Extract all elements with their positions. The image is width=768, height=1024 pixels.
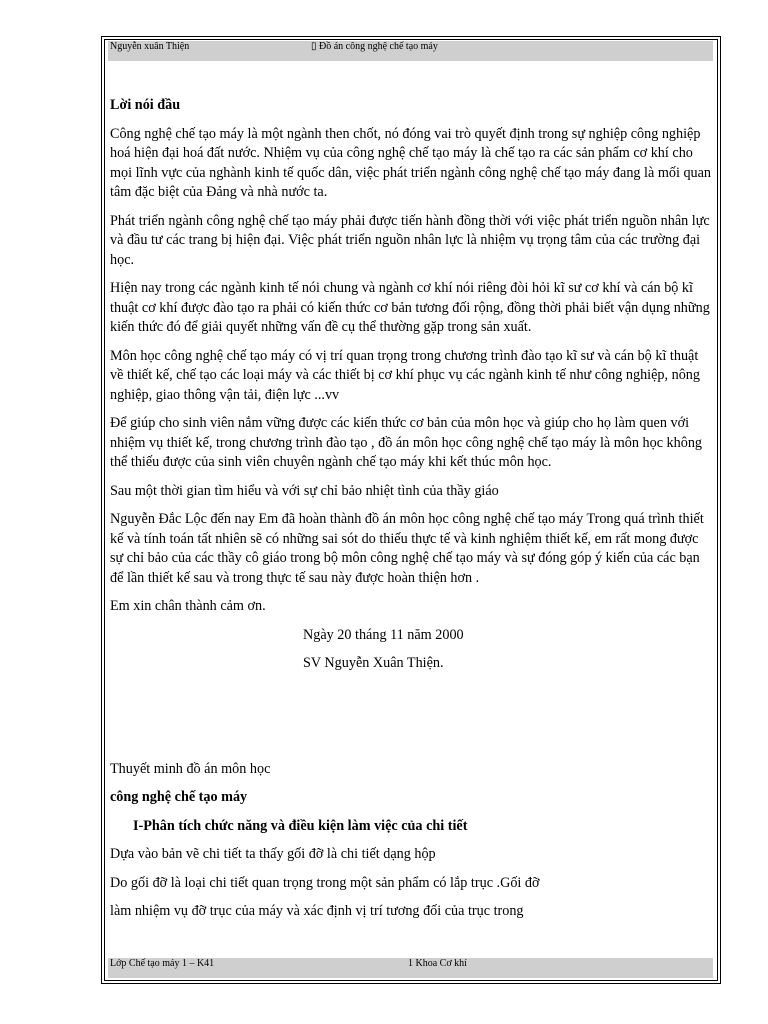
paragraph: Em xin chân thành cảm ơn. [110,598,266,614]
page-header [108,41,713,61]
blank-space [110,683,712,760]
document-body [110,96,712,931]
section-subject: công nghệ chế tạo máy [110,789,248,805]
date-line: Ngày 20 tháng 11 năm 2000 [303,626,464,643]
paragraph: Môn học công nghệ chế tạo máy có vị trí quan trọng trong chương trình đào tạo kĩ sư và cán bộ kĩ thuật về thiết kế, chế tạo các loại máy và các thiết bị cơ khí phục vụ các ngành kinh tế như công nghiệp, nông nghiệp, giao thông vận tải, điện lực ...vv [110,347,700,403]
section-intro: Thuyết minh đồ án môn học [110,760,271,777]
footer-class-name: Lớp Chế tạo máy 1 – K41 [110,958,215,969]
section-line: Dựa vào bản vẽ chi tiết ta thấy gối đỡ là chi tiết dạng hộp [110,846,436,862]
header-project-title: ▯ Đồ án công nghệ chế tạo máy [311,41,438,52]
page-footer [108,958,713,978]
footer-page-faculty: 1 Khoa Cơ khí [408,958,467,969]
paragraph: Công nghệ chế tạo máy là một ngành then chốt, nó đóng vai trò quyết định trong sự nghiệp công nghiệp hoá hiện đại hoá đất nước. Nhiệm vụ của công nghệ chế tạo máy là chế tạo ra các sản phẩm cơ khí cho mọi lĩnh vực của nghành kinh tế quốc dân, việc phát triển ngành công nghệ chế tạo máy đang là mối quan tâm đặc biệt của Đảng và nhà nước ta. [110,125,712,200]
paragraph: Nguyễn Đắc Lộc đến nay Em đã hoàn thành đồ án môn học công nghệ chế tạo máy Trong quá trình thiết kế và tính toán tất nhiên sẽ có những sai sót do thiếu thực tế và kinh nghiệm thiết kế, em rất mong được sự chỉ bảo của các thầy cô giáo trong bộ môn công nghệ chế tạo máy và sự đóng góp ý kiến của các bạn để lần thiết kế sau và trong thực tế sau này được hoàn thiện hơn . [110,511,704,586]
paragraph: Để giúp cho sinh viên nắm vững được các kiến thức cơ bản của môn học và giúp cho họ làm quen với nhiệm vụ thiết kế, trong chương trình đào tạo , đồ án môn học công nghệ chế tạo máy là môn học không thể thiếu được của sinh viên chuyên ngành chế tạo máy khi kết thúc môn học. [110,415,703,470]
signature: SV Nguyễn Xuân Thiện. [303,655,444,671]
paragraph: Phát triển ngành công nghệ chế tạo máy phải được tiến hành đồng thời với việc phát triển nguồn nhân lực và đầu tư các trang bị hiện đại. Việc phát triển nguồn nhân lực là nhiệm vụ trọng tâm của các trường đại học. [110,212,710,268]
section-heading: I-Phân tích chức năng và điều kiện làm việc của chi tiết [133,817,468,834]
section-line: Do gối đỡ là loại chi tiết quan trọng trong một sản phẩm có lắp trục .Gối đỡ [110,874,540,891]
paragraph: Sau một thời gian tìm hiểu và với sự chỉ bảo nhiệt tình của thầy giáo [110,482,499,499]
section-line: làm nhiệm vụ đỡ trục của máy và xác định vị trí tương đối của trục trong [110,903,524,919]
preface-title: Lời nói đầu [110,97,181,113]
paragraph: Hiện nay trong các ngành kinh tế nói chung và ngành cơ khí nói riêng đòi hỏi kĩ sư cơ khí và cán bộ kĩ thuật cơ khí được đào tạo ra phải có kiến thức cơ bản tương đối rộng, đồng thời phải biết vận dụng những kiến thức đó để giải quyết những vấn đề cụ thể thường gặp trong sản xuất. [110,280,710,335]
header-author: Nguyễn xuân Thiện [110,41,190,52]
